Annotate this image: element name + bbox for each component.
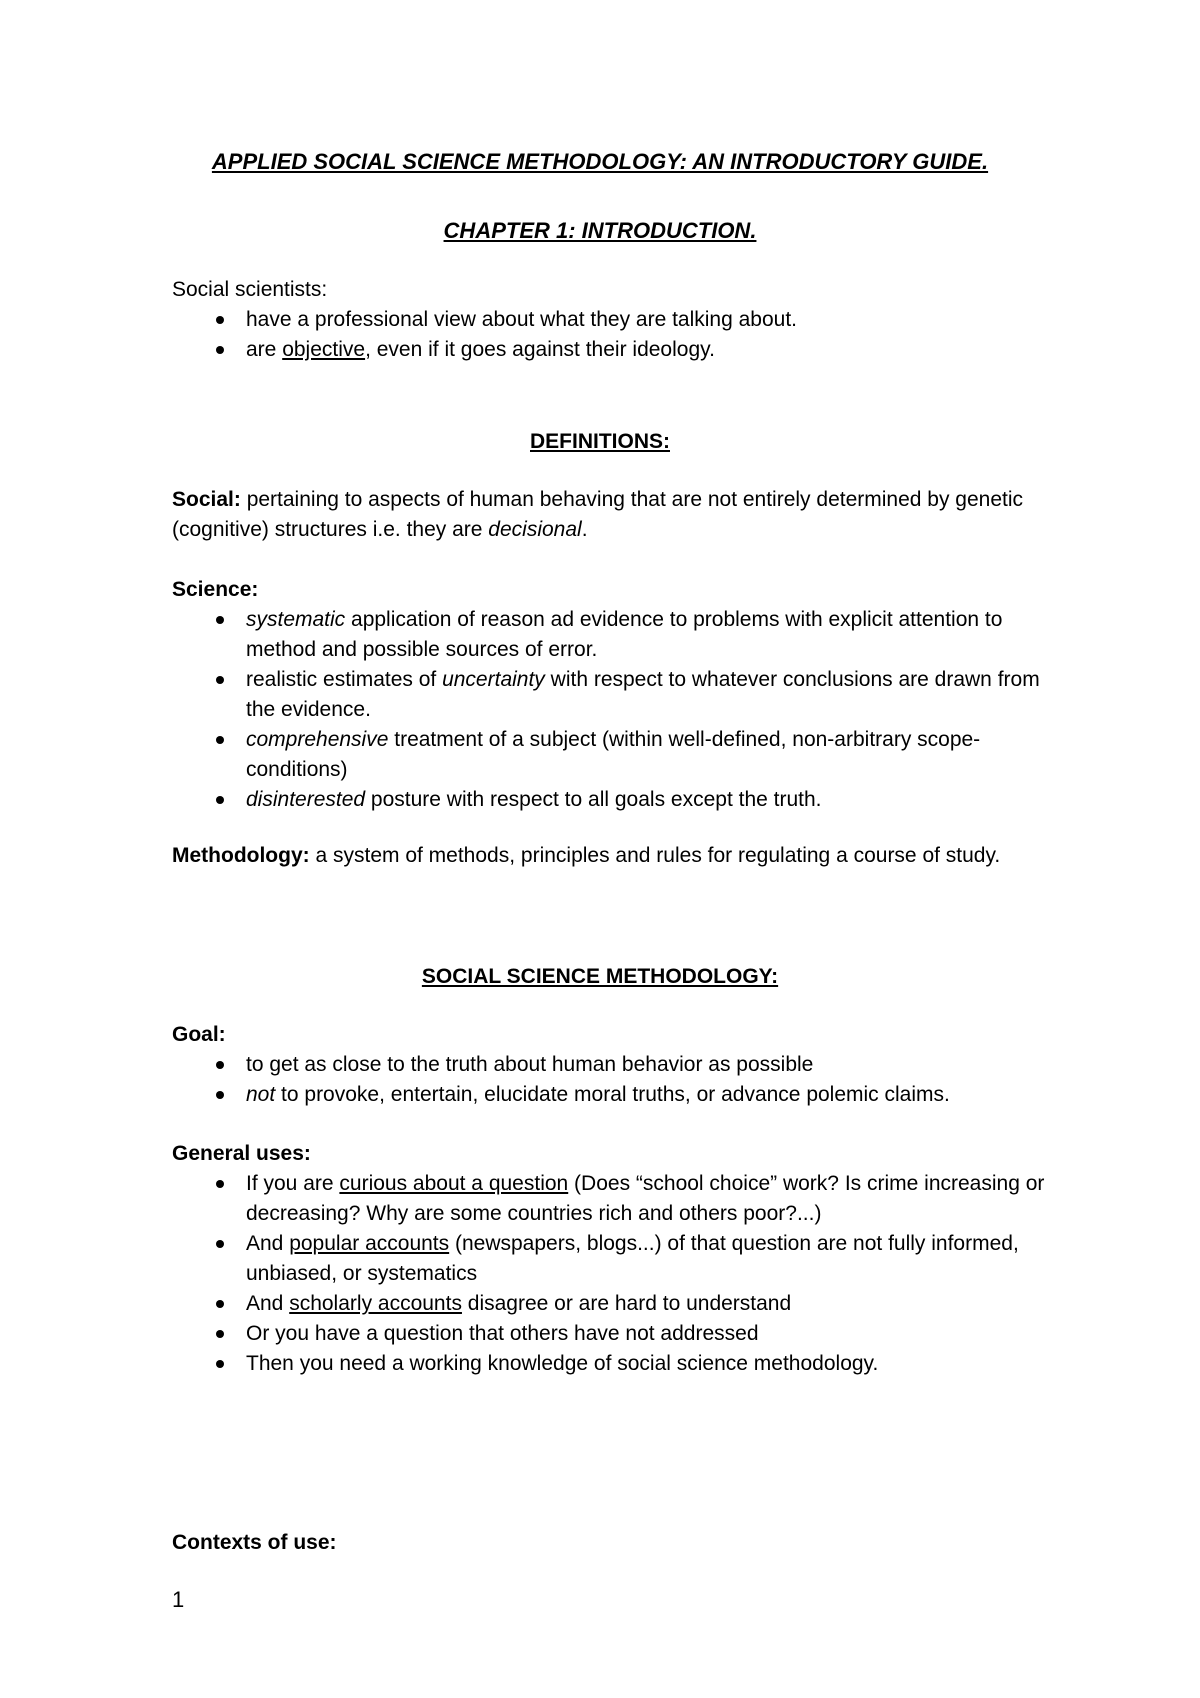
general-uses-section	[172, 1139, 1052, 1379]
underlined-term: curious about a question	[339, 1172, 569, 1195]
social-science-methodology-heading: SOCIAL SCIENCE METHODOLOGY:	[421, 965, 779, 988]
list-item: And scholarly accounts disagree or are hard to understand	[172, 1289, 1052, 1319]
goal-section	[172, 1020, 1052, 1110]
term: Methodology:	[172, 844, 310, 867]
list-item: have a professional view about what they are talking about.	[172, 305, 1052, 335]
chapter-title: CHAPTER 1: INTRODUCTION.	[443, 218, 757, 243]
science-section	[172, 575, 1052, 815]
list-item: And popular accounts (newspapers, blogs...) of that question are not fully informed, unbiased, or systematics	[172, 1229, 1052, 1289]
social-scientists-list	[172, 305, 1052, 365]
list-item: Then you need a working knowledge of social science methodology.	[172, 1349, 1052, 1379]
underlined-term: popular accounts	[289, 1232, 450, 1255]
science-term: Science:	[172, 578, 259, 601]
list-item: to get as close to the truth about human behavior as possible	[172, 1050, 1052, 1080]
general-uses-list	[172, 1169, 1052, 1379]
methodology-definition: Methodology: a system of methods, principles and rules for regulating a course of study.	[172, 844, 1001, 867]
list-item: disinterested posture with respect to all goals except the truth.	[172, 785, 1052, 815]
social-scientists-label: Social scientists:	[172, 278, 328, 301]
science-list	[172, 605, 1052, 815]
page-number: 1	[172, 1587, 185, 1612]
goal-list	[172, 1050, 1052, 1110]
list-item: If you are curious about a question (Does “school choice” work? Is crime increasing or decreasing? Why are some countries rich and others poor?...)	[172, 1169, 1052, 1229]
goal-label: Goal:	[172, 1023, 226, 1046]
list-item: not to provoke, entertain, elucidate moral truths, or advance polemic claims.	[172, 1080, 1052, 1110]
underlined-term: scholarly accounts	[289, 1292, 462, 1315]
contexts-of-use-label: Contexts of use:	[172, 1531, 337, 1554]
document-title: APPLIED SOCIAL SCIENCE METHODOLOGY: AN INTRODUCTORY GUIDE.	[211, 149, 989, 174]
social-definition: Social: pertaining to aspects of human behaving that are not entirely determined by genetic (cognitive) structures i.e. they are decisional.	[172, 488, 1024, 541]
list-item: realistic estimates of uncertainty with respect to whatever conclusions are drawn from the evidence.	[172, 665, 1052, 725]
underlined-term: objective	[282, 338, 366, 361]
general-uses-label: General uses:	[172, 1142, 311, 1165]
list-item: comprehensive treatment of a subject (within well-defined, non-arbitrary scope-conditions)	[172, 725, 1052, 785]
term: Social:	[172, 488, 241, 511]
list-item: are objective, even if it goes against their ideology.	[172, 335, 1052, 365]
list-item: Or you have a question that others have not addressed	[172, 1319, 1052, 1349]
list-item: systematic application of reason ad evidence to problems with explicit attention to method and possible sources of error.	[172, 605, 1052, 665]
definitions-heading: DEFINITIONS:	[530, 430, 670, 453]
social-scientists-section	[172, 275, 1052, 365]
